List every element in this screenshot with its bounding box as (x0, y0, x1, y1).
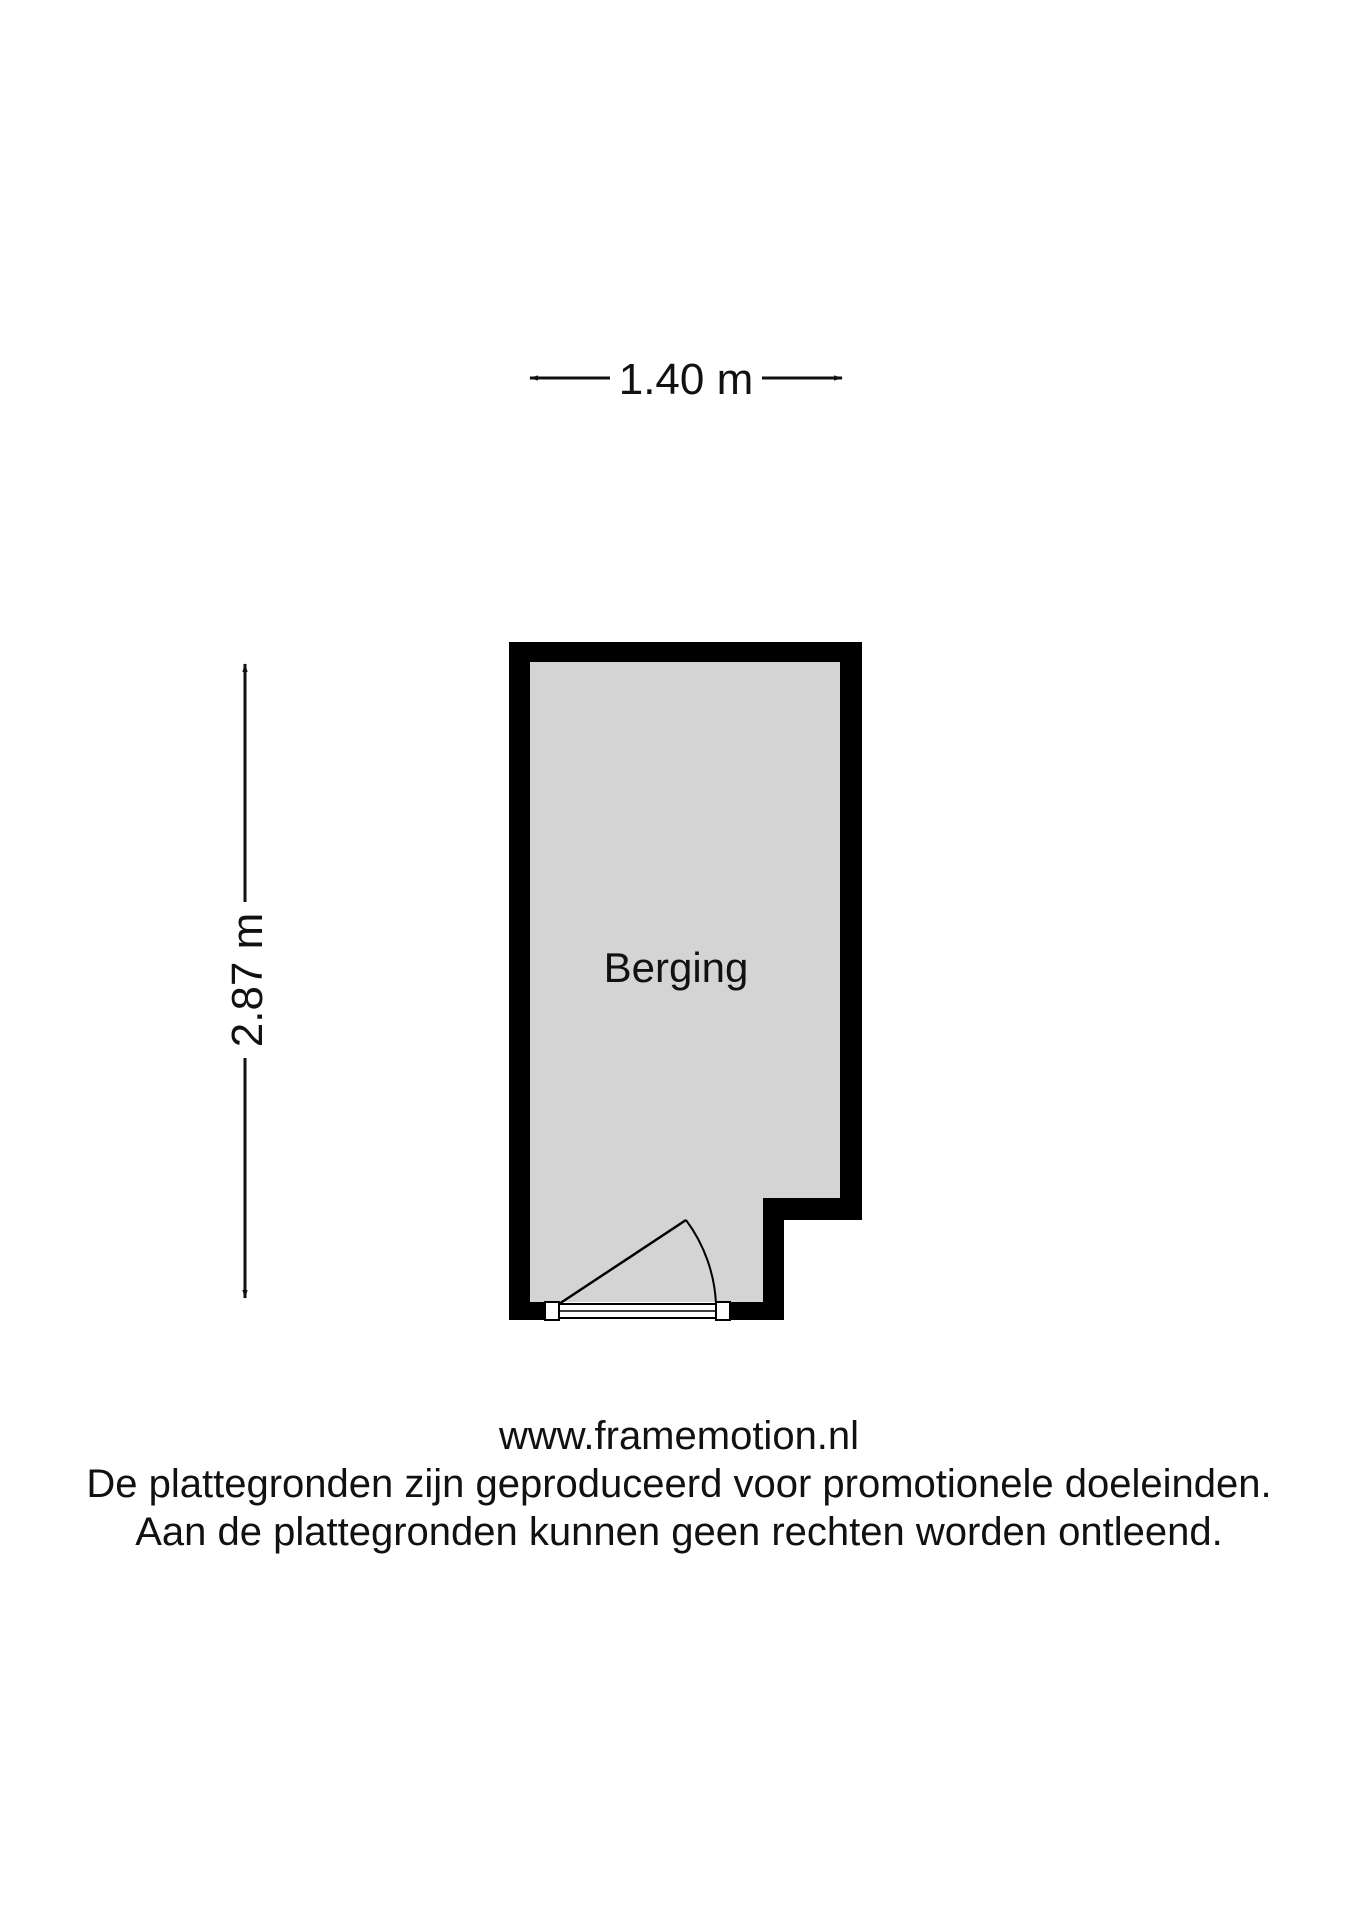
height-dimension-label: 2.87 m (223, 912, 272, 1048)
website-link[interactable]: www.framemotion.nl (498, 1414, 860, 1458)
width-dimension (530, 355, 842, 404)
disclaimer-line-1: De plattegronden zijn geproduceerd voor promotionele doeleinden. (86, 1462, 1272, 1506)
door-threshold (559, 1304, 716, 1318)
room-berging (509, 642, 862, 1320)
room-label: Berging (603, 944, 749, 991)
door-jamb-left (545, 1302, 559, 1320)
width-dimension-label: 1.40 m (618, 355, 754, 404)
height-dimension (223, 664, 272, 1298)
footer (0, 1412, 1358, 1556)
door-jamb-right (716, 1302, 730, 1320)
disclaimer-line-2: Aan de plattegronden kunnen geen rechten worden ontleend. (135, 1510, 1223, 1554)
